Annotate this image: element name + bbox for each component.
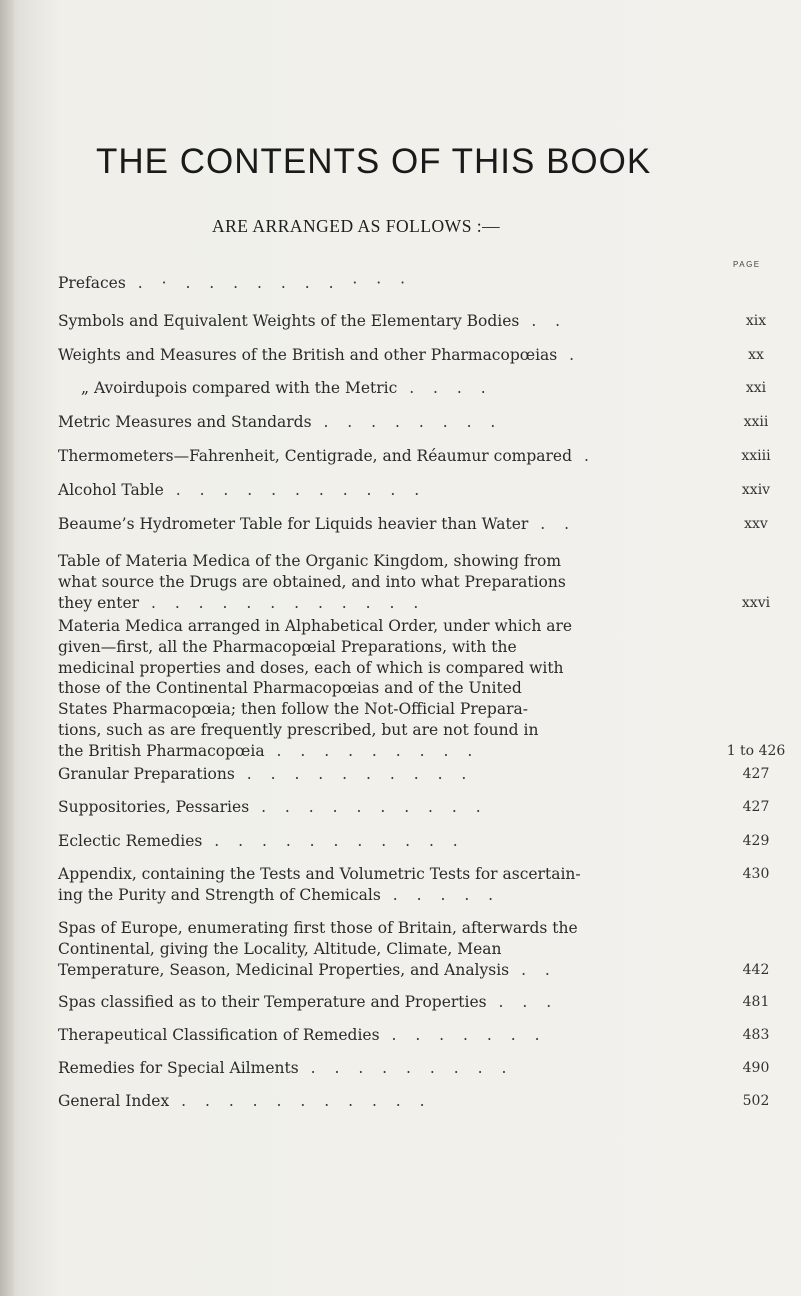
toc-entry [58,514,663,535]
toc-page-number: xx [748,347,764,363]
toc-page-number: 427 [742,799,770,815]
dot-leader: . . . . . . . . . . . [163,481,427,499]
toc-page-number: 483 [742,1027,770,1043]
toc-entry-text: Metric Measures and Standards [58,413,312,431]
toc-entry [58,412,663,433]
dot-leader: . . . . . . . . . . [249,798,488,816]
toc-entry-line [58,699,663,720]
toc-entry-line [58,918,663,939]
toc-entry-text: Prefaces [58,274,126,292]
toc-page-number: xxiv [741,482,771,498]
toc-entry-line [58,1058,663,1079]
toc-page-number: 490 [742,1060,770,1076]
toc-entry [58,345,663,366]
toc-entry-text: Continental, giving the Locality, Altitude, Climate, Mean [58,939,502,958]
toc-entry-line [58,514,663,535]
toc-page-number: xxv [744,516,768,532]
toc-entry-text: Appendix, containing the Tests and Volumetric Tests for ascertain- [58,865,581,883]
dot-leader: . . [509,960,557,979]
toc-entry-text: ing the Purity and Strength of Chemicals [58,885,381,904]
toc-entry-text: given—first, all the Pharmacopœial Preparations, with the [58,637,517,656]
toc-page-number: xxiii [741,448,771,464]
toc-entry-text: Thermometers—Fahrenheit, Centigrade, and Réaumur compared [58,447,573,465]
toc-entry-line [58,480,663,501]
toc-entry [58,311,663,332]
toc-entry-line [58,1091,663,1112]
dot-leader: . . . . . . . . . . . [202,832,465,850]
toc-entry-text: States Pharmacopœia; then follow the Not-Official Prepara- [58,700,528,719]
dot-leader: . . . . . . . . . . . [169,1092,432,1110]
page-subtitle: ARE ARRANGED AS FOLLOWS :— [212,216,501,236]
toc-page-number: xxii [743,414,769,430]
toc-entry-line [58,593,663,614]
toc-entry-line [58,311,663,332]
toc-entry-line [58,885,663,906]
toc-entry [58,992,663,1013]
toc-entry-text: Spas of Europe, enumerating first those of Britain, afterwards the [58,919,578,937]
toc-entry-line [58,658,663,679]
toc-page-number: 427 [742,766,770,782]
toc-entry-text: what source the Drugs are obtained, and into what Preparations [58,572,566,591]
toc-page-number: 430 [742,866,770,882]
toc-entry-line [58,764,663,785]
toc-entry-line [58,637,663,658]
dot-leader: . [557,346,582,364]
toc-entry-text: Materia Medica arranged in Alphabetical Order, under which are [58,617,573,635]
toc-entry [58,1058,663,1079]
toc-entry [58,551,663,613]
toc-page-number: 442 [742,961,770,978]
toc-entry [58,378,663,399]
toc-entry [58,273,663,294]
toc-entry [58,616,663,762]
toc-page-number: xix [745,313,767,329]
dot-leader: . [572,447,596,465]
dot-leader: . . . [486,993,559,1011]
toc-entry-text: medicinal properties and doses, each of which is compared with [58,658,564,677]
toc-entry [58,446,663,467]
dot-leader: . . . . . . . . . . [234,765,474,783]
dot-leader: . . . . . . . . . [298,1059,514,1077]
page-title: THE CONTENTS OF THIS BOOK [96,142,652,181]
toc-entry-text: Symbols and Equivalent Weights of the Elementary Bodies [58,312,520,330]
toc-page-number: 502 [742,1093,770,1109]
page-column-label: PAGE [733,260,761,269]
dot-leader: . · . . . . . . . · · · [125,274,413,292]
toc-entry-text: Eclectic Remedies [58,832,203,850]
toc-entry [58,1025,663,1046]
toc-page-number: xxvi [741,594,771,611]
toc-entry-line [58,345,663,366]
toc-entry-text: General Index [58,1092,170,1110]
toc-entry-text: they enter [58,593,140,612]
toc-entry-line [58,720,663,741]
toc-entry-text: Alcohol Table [58,481,164,499]
toc-entry [58,764,663,785]
toc-entry [58,918,663,980]
dot-leader: . . . . . [380,885,501,904]
page-gutter-shadow [0,0,14,1296]
toc-entry-text: the British Pharmacopœia [58,741,265,760]
toc-entry [58,831,663,852]
toc-entry-text: Weights and Measures of the British and other Pharmacopœias [58,346,558,364]
dot-leader: . . . . . . . [379,1026,547,1044]
toc-entry-line [58,412,663,433]
toc-page-number: xxi [745,380,767,396]
toc-entry-text: Remedies for Special Ailments [58,1059,299,1077]
dot-leader: . . . . . . . . . . . . [139,593,426,612]
toc-entry [58,480,663,501]
toc-entry-text: Table of Materia Medica of the Organic Kingdom, showing from [58,552,562,570]
dot-leader: . . . . . . . . . [264,741,480,760]
toc-page-number: 481 [742,994,770,1010]
toc-entry-line [58,572,663,593]
toc-entry-line [58,960,663,981]
toc-entry-text: tions, such as are frequently prescribed, but are not found in [58,720,539,739]
toc-entry-text: Suppositories, Pessaries [58,798,250,816]
toc-entry-line [58,678,663,699]
dot-leader: . . [519,312,568,330]
toc-entry-text: Beaume’s Hydrometer Table for Liquids heavier than Water [58,515,529,533]
toc-entry-line [58,939,663,960]
toc-entry-line [58,831,663,852]
toc-entry-line [58,741,663,762]
toc-entry-line [58,864,663,885]
toc-entry-line [58,378,663,399]
toc-entry-line [58,797,663,818]
toc-entry [58,864,663,906]
toc-entry-text: Therapeutical Classification of Remedies [58,1026,380,1044]
toc-entry-text: those of the Continental Pharmacopœias and of the United [58,679,522,698]
toc-page-number: 1 to 426 [726,742,786,759]
toc-entry-line [58,551,663,572]
toc-page-number: 429 [742,833,770,849]
dot-leader: . . . . [397,379,493,397]
toc-entry [58,1091,663,1112]
toc-entry-line [58,273,663,294]
toc-entry-line [58,446,663,467]
toc-entry-line [58,992,663,1013]
toc-entry-line [58,1025,663,1046]
dot-leader: . . [528,515,577,533]
toc-entry-text: Spas classified as to their Temperature and Properties [58,993,487,1011]
toc-entry-line [58,616,663,637]
toc-entry-text: Temperature, Season, Medicinal Properties, and Analysis [58,960,510,979]
toc-entry-text: „ Avoirdupois compared with the Metric [81,379,398,397]
toc-entry-text: Granular Preparations [58,765,235,783]
dot-leader: . . . . . . . . [311,413,503,431]
toc-entry [58,797,663,818]
